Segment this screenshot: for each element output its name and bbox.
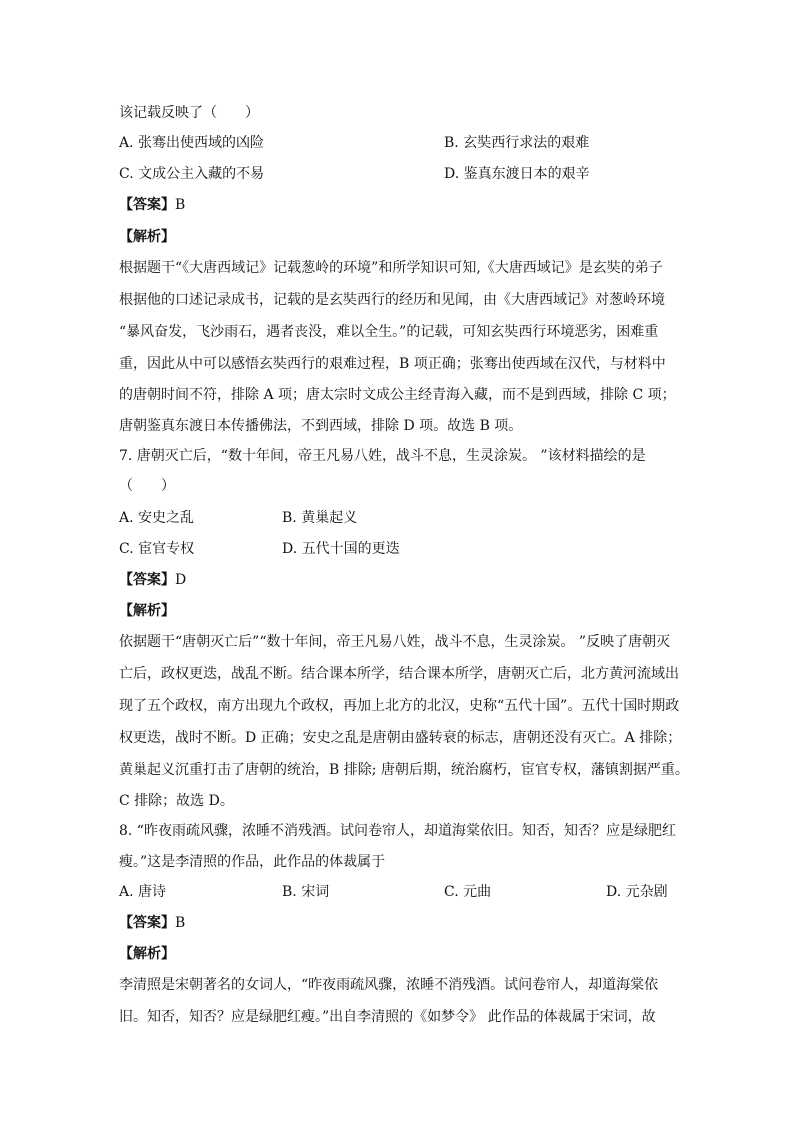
q6-answer bbox=[119, 195, 185, 215]
q6-analysis-line: 的唐朝时间不符，排除 A 项；唐太宗时文成公主经青海入藏，而不是到西域，排除 C 项； bbox=[119, 387, 676, 403]
q8-stem: 8. “昨夜雨疏风骤，浓睡不消残酒。试问卷帘人，却道海棠依旧。知否，知否？应是绿肥红 bbox=[119, 823, 676, 839]
q7-option-c: C. 宦官专权 bbox=[119, 541, 195, 557]
q8-option-c: C. 元曲 bbox=[444, 884, 492, 900]
q6-analysis-line: 唐朝鉴真东渡日本传播佛法，不到西域，排除 D 项。故选 B 项。 bbox=[119, 418, 523, 434]
q6-stem-tail: 该记载反映了（ ） bbox=[119, 105, 259, 121]
q7-option-b: B. 黄巢起义 bbox=[282, 510, 358, 526]
q8-option-b: B. 宋词 bbox=[282, 884, 330, 900]
q7-analysis-line: 现了五个政权，南方出现九个政权，再加上北方的北汉，史称“五代十国”。五代十国时期政 bbox=[119, 698, 680, 714]
q6-analysis-line: 根据他的口述记录成书，记载的是玄奘西行的经历和见闻，由《大唐西域记》对葱岭环境 bbox=[119, 292, 665, 308]
answer-label: 【答案】 bbox=[119, 915, 175, 931]
q6-analysis-label: 【解析】 bbox=[119, 229, 175, 245]
q8-analysis-label: 【解析】 bbox=[119, 946, 175, 962]
q7-analysis-line: 依据题干“唐朝灭亡后”“数十年间，帝王凡易八姓，战斗不息，生灵涂炭。 ”反映了唐朝灭 bbox=[119, 634, 671, 650]
q7-stem: 7. 唐朝灭亡后，“数十年间，帝王凡易八姓，战斗不息，生灵涂炭。 ”该材料描绘的是 bbox=[119, 448, 646, 464]
q7-analysis-line: C 排除；故选 D。 bbox=[119, 793, 234, 809]
q6-option-a: A. 张骞出使西域的凶险 bbox=[119, 135, 265, 151]
q7-analysis-line: 权更迭，战时不断。D 正确；安史之乱是唐朝由盛转衰的标志，唐朝还没有灭亡。A 排除； bbox=[119, 730, 682, 746]
q8-option-d: D. 元杂剧 bbox=[606, 884, 668, 900]
q8-analysis-line: 旧。知否，知否？应是绿肥红瘦。”出自李清照的《如梦令》 此作品的体裁属于宋词，故 bbox=[119, 1009, 656, 1025]
answer-label: 【答案】 bbox=[119, 197, 175, 213]
q6-option-b: B. 玄奘西行求法的艰难 bbox=[444, 135, 590, 151]
q7-analysis-line: 黄巢起义沉重打击了唐朝的统治，B 排除; 唐朝后期，统治腐朽，宦官专权，藩镇割据严重。 bbox=[119, 762, 689, 778]
q7-stem-blank: （ ） bbox=[119, 478, 175, 494]
q6-analysis-line: 根据题干“《大唐西域记》记载葱岭的环境”和所学知识可知,《大唐西域记》是玄奘的弟子 bbox=[119, 260, 663, 276]
q7-analysis-line: 亡后，政权更迭，战乱不断。结合课本所学，结合课本所学，唐朝灭亡后，北方黄河流域出 bbox=[119, 666, 679, 682]
answer-value: B bbox=[175, 915, 186, 931]
q6-option-c: C. 文成公主入藏的不易 bbox=[119, 166, 265, 182]
q8-option-a: A. 唐诗 bbox=[119, 884, 167, 900]
q7-option-a: A. 安史之乱 bbox=[119, 510, 195, 526]
q6-analysis-line: 重，因此从中可以感悟玄奘西行的艰难过程，B 项正确；张骞出使西域在汉代，与材料中 bbox=[119, 356, 666, 372]
q6-option-d: D. 鉴真东渡日本的艰辛 bbox=[444, 166, 590, 182]
answer-label: 【答案】 bbox=[119, 572, 175, 588]
q7-analysis-label: 【解析】 bbox=[119, 603, 175, 619]
q7-option-d: D. 五代十国的更迭 bbox=[282, 541, 400, 557]
q8-analysis-line: 李清照是宋朝著名的女词人，“昨夜雨疏风骤，浓睡不消残酒。试问卷帘人，却道海棠依 bbox=[119, 977, 659, 993]
answer-value: D bbox=[175, 572, 187, 588]
answer-value: B bbox=[175, 197, 186, 213]
q6-analysis-line: “暴风奋发，飞沙雨石，遇者丧没，难以全生。”的记载，可知玄奘西行环境恶劣，困难重 bbox=[119, 324, 659, 340]
q7-answer bbox=[119, 570, 186, 590]
q8-answer bbox=[119, 913, 185, 933]
q8-stem: 瘦。”这是李清照的作品，此作品的体裁属于 bbox=[119, 854, 386, 870]
